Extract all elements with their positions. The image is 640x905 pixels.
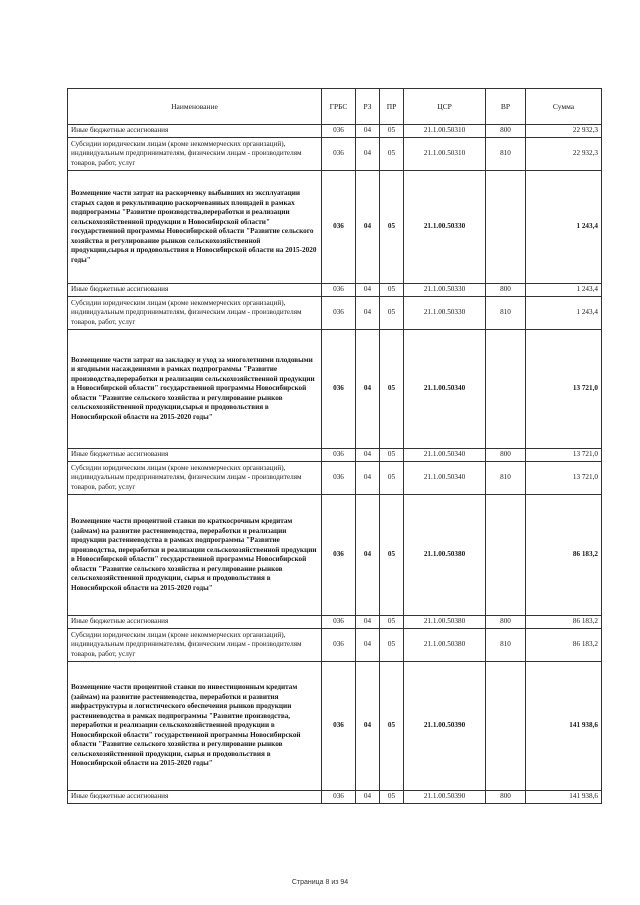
table-row xyxy=(68,171,602,284)
cell-sum: 22 932,3 xyxy=(526,138,602,171)
table-row xyxy=(68,662,602,791)
cell-name: Возмещение части процентной ставки по инвестиционным кредитам (займам) на развитие растениеводства, переработки и развития инфраструктуры и логистического обеспечения рынков продукции растениеводства в рамках подпрограммы "Развитие производства, переработки и реализации сельскохозяйственной продукции в Новосибирской области" государственной программы Новосибирской области "Развитие сельского хозяйства и регулирование рынков сельскохозяйственной продукции, сырья и продовольствия в Новосибирской области на 2015-2020 годы" xyxy=(68,662,322,791)
cell-pr: 05 xyxy=(380,138,404,171)
cell-pr: 05 xyxy=(380,330,404,449)
header-vr: ВР xyxy=(486,89,526,125)
cell-csr: 21.1.00.50330 xyxy=(404,284,486,297)
cell-name: Субсидии юридическим лицам (кроме некоммерческих организаций), индивидуальным предпринимателям, физическим лицам - производителям товаров, работ, услуг xyxy=(68,462,322,495)
cell-name: Иные бюджетные ассигнования xyxy=(68,449,322,462)
cell-vr: 800 xyxy=(486,616,526,629)
cell-grbs: 036 xyxy=(322,330,356,449)
cell-name: Иные бюджетные ассигнования xyxy=(68,791,322,804)
cell-grbs: 036 xyxy=(322,629,356,662)
table-row xyxy=(68,330,602,449)
cell-rz: 04 xyxy=(356,462,380,495)
cell-rz: 04 xyxy=(356,495,380,616)
cell-sum: 86 183,2 xyxy=(526,495,602,616)
cell-grbs: 036 xyxy=(322,449,356,462)
cell-pr: 05 xyxy=(380,495,404,616)
cell-sum: 141 938,6 xyxy=(526,791,602,804)
cell-csr: 21.1.00.50380 xyxy=(404,629,486,662)
cell-vr xyxy=(486,662,526,791)
cell-sum: 22 932,3 xyxy=(526,125,602,138)
cell-pr: 05 xyxy=(380,629,404,662)
cell-csr: 21.1.00.50380 xyxy=(404,495,486,616)
header-csr: ЦСР xyxy=(404,89,486,125)
table-row xyxy=(68,284,602,297)
table-row xyxy=(68,125,602,138)
cell-grbs: 036 xyxy=(322,171,356,284)
cell-vr xyxy=(486,330,526,449)
cell-grbs: 036 xyxy=(322,138,356,171)
cell-csr: 21.1.00.50390 xyxy=(404,662,486,791)
cell-grbs: 036 xyxy=(322,791,356,804)
cell-sum: 13 721,0 xyxy=(526,462,602,495)
table-row xyxy=(68,449,602,462)
cell-name: Субсидии юридическим лицам (кроме некоммерческих организаций), индивидуальным предпринимателям, физическим лицам - производителям товаров, работ, услуг xyxy=(68,138,322,171)
cell-grbs: 036 xyxy=(322,495,356,616)
cell-vr: 800 xyxy=(486,449,526,462)
cell-vr: 800 xyxy=(486,791,526,804)
table-row xyxy=(68,629,602,662)
cell-sum: 86 183,2 xyxy=(526,616,602,629)
cell-csr: 21.1.00.50340 xyxy=(404,449,486,462)
table-row xyxy=(68,616,602,629)
table-body xyxy=(68,125,602,804)
header-rz: РЗ xyxy=(356,89,380,125)
cell-csr: 21.1.00.50340 xyxy=(404,330,486,449)
cell-sum: 1 243,4 xyxy=(526,297,602,330)
cell-pr: 05 xyxy=(380,449,404,462)
cell-grbs: 036 xyxy=(322,297,356,330)
header-pr: ПР xyxy=(380,89,404,125)
cell-vr: 800 xyxy=(486,284,526,297)
cell-pr: 05 xyxy=(380,662,404,791)
cell-pr: 05 xyxy=(380,171,404,284)
cell-vr xyxy=(486,495,526,616)
cell-pr: 05 xyxy=(380,297,404,330)
cell-pr: 05 xyxy=(380,791,404,804)
cell-csr: 21.1.00.50380 xyxy=(404,616,486,629)
cell-rz: 04 xyxy=(356,616,380,629)
cell-sum: 1 243,4 xyxy=(526,171,602,284)
cell-rz: 04 xyxy=(356,125,380,138)
cell-name: Иные бюджетные ассигнования xyxy=(68,125,322,138)
cell-grbs: 036 xyxy=(322,284,356,297)
cell-name: Возмещение части затрат на закладку и уход за многолетними плодовыми и ягодными насаждениями в рамках подпрограммы "Развитие производства,переработки и реализации сельскохозяйственной продукции в Новосибирской области" государственной программы Новосибирской области "Развитие сельского хозяйства и регулирование рынков сельскохозяйственной продукции,сырья и продовольствия в Новосибирской области на 2015-2020 годы" xyxy=(68,330,322,449)
cell-vr: 810 xyxy=(486,462,526,495)
table-header-row xyxy=(68,89,602,125)
cell-csr: 21.1.00.50310 xyxy=(404,125,486,138)
cell-rz: 04 xyxy=(356,791,380,804)
budget-table xyxy=(67,88,602,804)
table-row xyxy=(68,138,602,171)
cell-csr: 21.1.00.50310 xyxy=(404,138,486,171)
cell-pr: 05 xyxy=(380,125,404,138)
cell-rz: 04 xyxy=(356,662,380,791)
cell-sum: 141 938,6 xyxy=(526,662,602,791)
header-sum: Сумма xyxy=(526,89,602,125)
cell-pr: 05 xyxy=(380,616,404,629)
cell-grbs: 036 xyxy=(322,125,356,138)
cell-rz: 04 xyxy=(356,449,380,462)
cell-vr: 810 xyxy=(486,297,526,330)
cell-grbs: 036 xyxy=(322,616,356,629)
header-grbs: ГРБС xyxy=(322,89,356,125)
cell-rz: 04 xyxy=(356,171,380,284)
cell-rz: 04 xyxy=(356,284,380,297)
cell-csr: 21.1.00.50340 xyxy=(404,462,486,495)
cell-name: Иные бюджетные ассигнования xyxy=(68,616,322,629)
table-row xyxy=(68,462,602,495)
cell-name: Субсидии юридическим лицам (кроме некоммерческих организаций), индивидуальным предпринимателям, физическим лицам - производителям товаров, работ, услуг xyxy=(68,629,322,662)
cell-name: Возмещение части процентной ставки по краткосрочным кредитам (займам) на развитие растениеводства, переработки и реализации продукции растениеводства в рамках подпрограммы "Развитие производства, переработки и реализации сельскохозяйственной продукции в Новосибирской области" государственной программы Новосибирской области "Развитие сельского хозяйства и регулирование рынков сельскохозяйственной продукции, сырья и продовольствия в Новосибирской области на 2015-2020 годы" xyxy=(68,495,322,616)
cell-rz: 04 xyxy=(356,297,380,330)
cell-name: Иные бюджетные ассигнования xyxy=(68,284,322,297)
cell-vr: 800 xyxy=(486,125,526,138)
cell-rz: 04 xyxy=(356,330,380,449)
cell-grbs: 036 xyxy=(322,462,356,495)
cell-grbs: 036 xyxy=(322,662,356,791)
cell-name: Возмещение части затрат на раскорчевку выбывших из эксплуатации старых садов и рекультивацию раскорчеванных площадей в рамках подпрограммы "Развитие производства,переработки и реализации сельскохозяйственной продукции в Новосибирской области" государственной программы Новосибирской области "Развитие сельского хозяйства и регулирование рынков сельскохозяйственной продукции,сырья и продовольствия в Новосибирской области на 2015-2020 годы" xyxy=(68,171,322,284)
cell-vr: 810 xyxy=(486,629,526,662)
cell-pr: 05 xyxy=(380,462,404,495)
cell-csr: 21.1.00.50330 xyxy=(404,171,486,284)
cell-vr xyxy=(486,171,526,284)
cell-sum: 86 183,2 xyxy=(526,629,602,662)
table-row xyxy=(68,495,602,616)
cell-rz: 04 xyxy=(356,629,380,662)
page-number: Страница 8 из 94 xyxy=(291,879,349,886)
cell-sum: 1 243,4 xyxy=(526,284,602,297)
cell-rz: 04 xyxy=(356,138,380,171)
cell-pr: 05 xyxy=(380,284,404,297)
cell-csr: 21.1.00.50390 xyxy=(404,791,486,804)
cell-vr: 810 xyxy=(486,138,526,171)
table-row xyxy=(68,297,602,330)
cell-csr: 21.1.00.50330 xyxy=(404,297,486,330)
header-name: Наименование xyxy=(68,89,322,125)
cell-sum: 13 721,0 xyxy=(526,449,602,462)
cell-name: Субсидии юридическим лицам (кроме некоммерческих организаций), индивидуальным предпринимателям, физическим лицам - производителям товаров, работ, услуг xyxy=(68,297,322,330)
table-row xyxy=(68,791,602,804)
cell-sum: 13 721,0 xyxy=(526,330,602,449)
